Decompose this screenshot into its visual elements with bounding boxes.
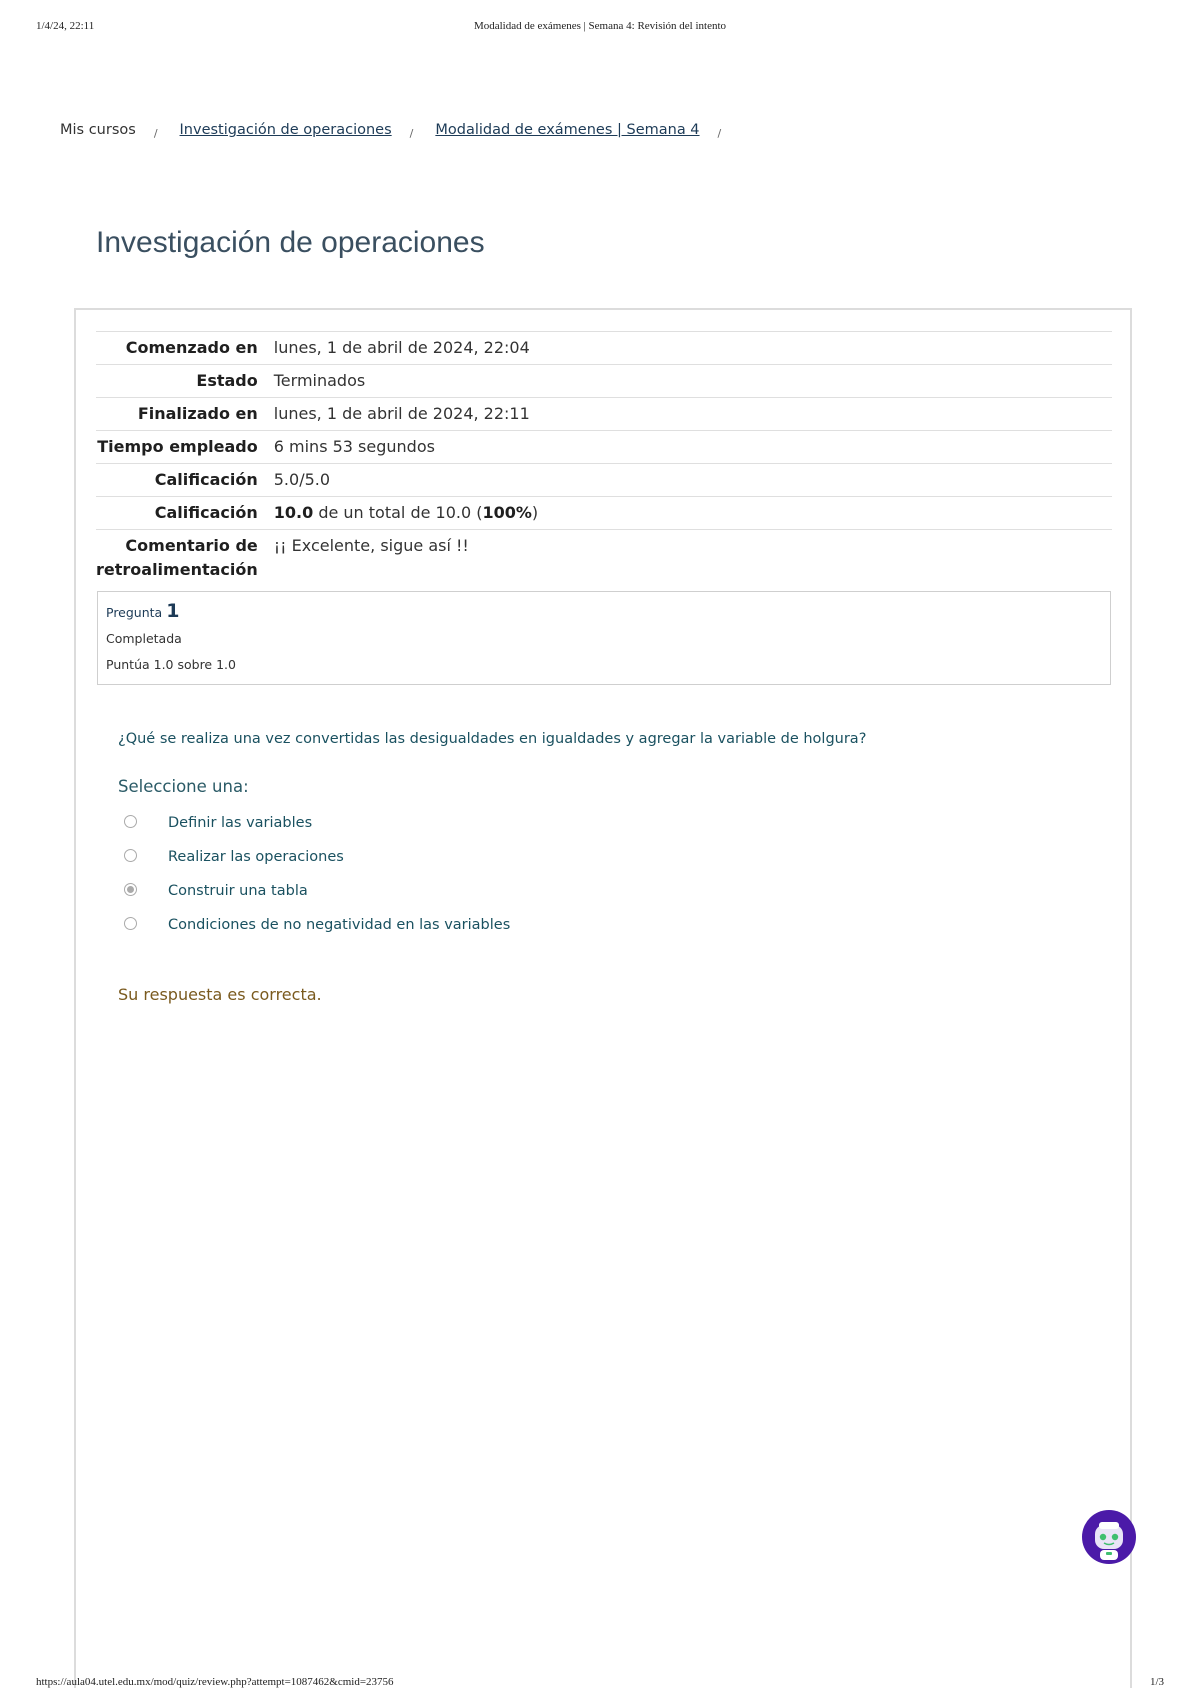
- print-url: https://aula04.utel.edu.mx/mod/quiz/review.php?attempt=1087462&cmid=23756: [36, 1676, 394, 1688]
- summary-label: Finalizado en: [137, 404, 258, 423]
- summary-label: Calificación: [154, 470, 258, 489]
- summary-label: Comentario de retroalimentación: [96, 536, 258, 579]
- breadcrumb-separator: /: [153, 127, 158, 140]
- page-title: Investigación de operaciones: [96, 226, 485, 259]
- breadcrumb-quiz-link[interactable]: Modalidad de exámenes | Semana 4: [435, 122, 700, 138]
- question-text: ¿Qué se realiza una vez convertidas las desigualdades en igualdades y agregar la variable de holgura?: [118, 731, 867, 747]
- summary-row-finished: [96, 398, 1112, 431]
- answer-options: [124, 806, 1024, 942]
- question-number-value: 1: [166, 600, 180, 622]
- chat-assistant-button[interactable]: [1082, 1510, 1136, 1564]
- answer-label: Condiciones de no negatividad en las variables: [168, 917, 511, 933]
- breadcrumb-separator: /: [409, 127, 414, 140]
- summary-row-feedback: [96, 530, 1112, 587]
- answer-feedback: Su respuesta es correcta.: [118, 985, 322, 1004]
- answer-label: Construir una tabla: [168, 883, 308, 899]
- summary-label: Tiempo empleado: [97, 437, 258, 456]
- answer-prompt: Seleccione una:: [118, 777, 249, 796]
- answer-option[interactable]: [124, 840, 1024, 874]
- grade-close-paren: ): [531, 503, 539, 522]
- breadcrumb-my-courses: Mis cursos: [60, 122, 136, 138]
- summary-value: [274, 497, 1112, 530]
- summary-label: Estado: [196, 371, 258, 390]
- print-page-number: 1/3: [1149, 1676, 1164, 1688]
- summary-value: 5.0/5.0: [273, 470, 331, 489]
- radio-button[interactable]: [124, 849, 137, 862]
- print-title: Modalidad de exámenes | Semana 4: Revisión del intento: [473, 20, 727, 32]
- answer-option-selected[interactable]: [124, 874, 1024, 908]
- print-footer: [36, 1676, 1164, 1692]
- summary-row-marks: [96, 464, 1112, 497]
- attempt-summary-table: [96, 331, 1112, 586]
- summary-row-started: [96, 332, 1112, 365]
- answer-option[interactable]: [124, 806, 1024, 840]
- radio-button[interactable]: [124, 815, 137, 828]
- answer-option[interactable]: [124, 908, 1024, 942]
- robot-assistant-icon: [1082, 1510, 1136, 1564]
- answer-label: Realizar las operaciones: [168, 849, 344, 865]
- grade-score: 10.0: [273, 503, 314, 522]
- question-grade: Puntúa 1.0 sobre 1.0: [106, 657, 236, 672]
- summary-value: lunes, 1 de abril de 2024, 22:11: [273, 404, 530, 423]
- summary-label: Comenzado en: [125, 338, 258, 357]
- radio-button-checked[interactable]: [124, 883, 137, 896]
- grade-percent: 100%: [482, 503, 532, 522]
- summary-label: Calificación: [154, 503, 258, 522]
- question-state: Completada: [106, 631, 182, 646]
- summary-value: Terminados: [273, 371, 366, 390]
- print-date: 1/4/24, 22:11: [36, 20, 95, 32]
- summary-row-grade: [96, 497, 1112, 530]
- breadcrumb-course-link[interactable]: Investigación de operaciones: [179, 122, 392, 138]
- summary-value: ¡¡ Excelente, sigue así !!: [273, 536, 469, 555]
- question-info-box: [97, 591, 1111, 685]
- breadcrumb: [60, 122, 1060, 138]
- radio-button[interactable]: [124, 917, 137, 930]
- print-header: [36, 20, 1164, 40]
- summary-row-time-taken: [96, 431, 1112, 464]
- summary-value: lunes, 1 de abril de 2024, 22:04: [273, 338, 530, 357]
- grade-total-text: de un total de 10.0 (: [313, 503, 483, 522]
- summary-value: 6 mins 53 segundos: [273, 437, 435, 456]
- breadcrumb-separator: /: [717, 127, 722, 140]
- answer-label: Definir las variables: [168, 815, 313, 831]
- question-number: [106, 600, 1102, 622]
- question-label: Pregunta: [106, 605, 167, 620]
- summary-row-state: [96, 365, 1112, 398]
